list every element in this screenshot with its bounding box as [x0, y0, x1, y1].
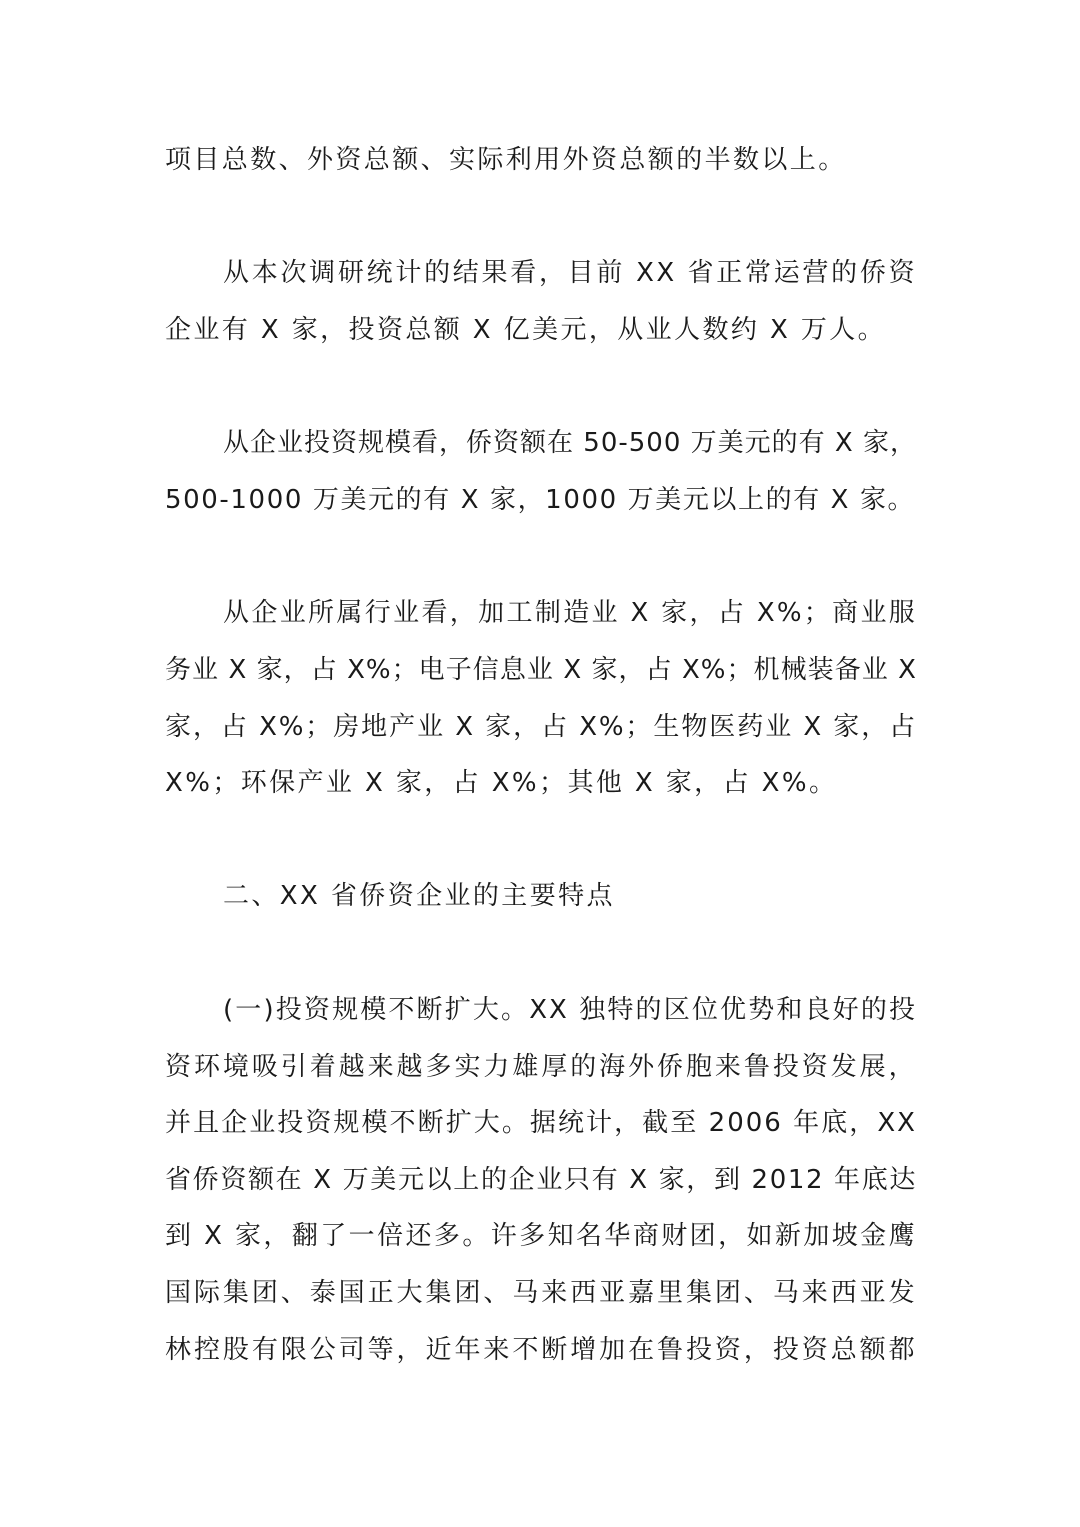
text-line-16: 国际集团、泰国正大集团、马来西亚嘉里集团、马来西亚发	[165, 1278, 917, 1308]
text-line-6: 从企业所属行业看，加工制造业 X 家，占 X%；商业服	[223, 598, 917, 628]
text-line-14: 省侨资额在 X 万美元以上的企业只有 X 家，到 2012 年底达	[165, 1165, 917, 1195]
text-line-12: 资环境吸引着越来越多实力雄厚的海外侨胞来鲁投资发展，	[165, 1052, 917, 1082]
text-line-7: 务业 X 家，占 X%；电子信息业 X 家，占 X%；机械装备业 X	[165, 655, 917, 685]
text-line-2: 从本次调研统计的结果看，目前 XX 省正常运营的侨资	[223, 258, 917, 288]
text-line-17: 林控股有限公司等，近年来不断增加在鲁投资，投资总额都	[165, 1335, 917, 1365]
text-line-13: 并且企业投资规模不断扩大。据统计，截至 2006 年底，XX	[165, 1108, 917, 1138]
text-line-11: (一)投资规模不断扩大。XX 独特的区位优势和良好的投	[223, 995, 917, 1025]
text-line-3: 企业有 X 家，投资总额 X 亿美元，从业人数约 X 万人。	[165, 315, 887, 345]
text-line-15: 到 X 家，翻了一倍还多。许多知名华商财团，如新加坡金鹰	[165, 1221, 917, 1251]
text-line-1: 项目总数、外资总额、实际利用外资总额的半数以上。	[165, 145, 847, 175]
text-line-8: 家，占 X%；房地产业 X 家，占 X%；生物医药业 X 家，占	[165, 712, 917, 742]
text-line-4: 从企业投资规模看，侨资额在 50-500 万美元的有 X 家，	[223, 428, 917, 458]
text-line-5: 500-1000 万美元的有 X 家，1000 万美元以上的有 X 家。	[165, 485, 916, 515]
text-line-9: X%；环保产业 X 家，占 X%；其他 X 家，占 X%。	[165, 768, 838, 798]
section-heading: 二、XX 省侨资企业的主要特点	[223, 881, 615, 911]
